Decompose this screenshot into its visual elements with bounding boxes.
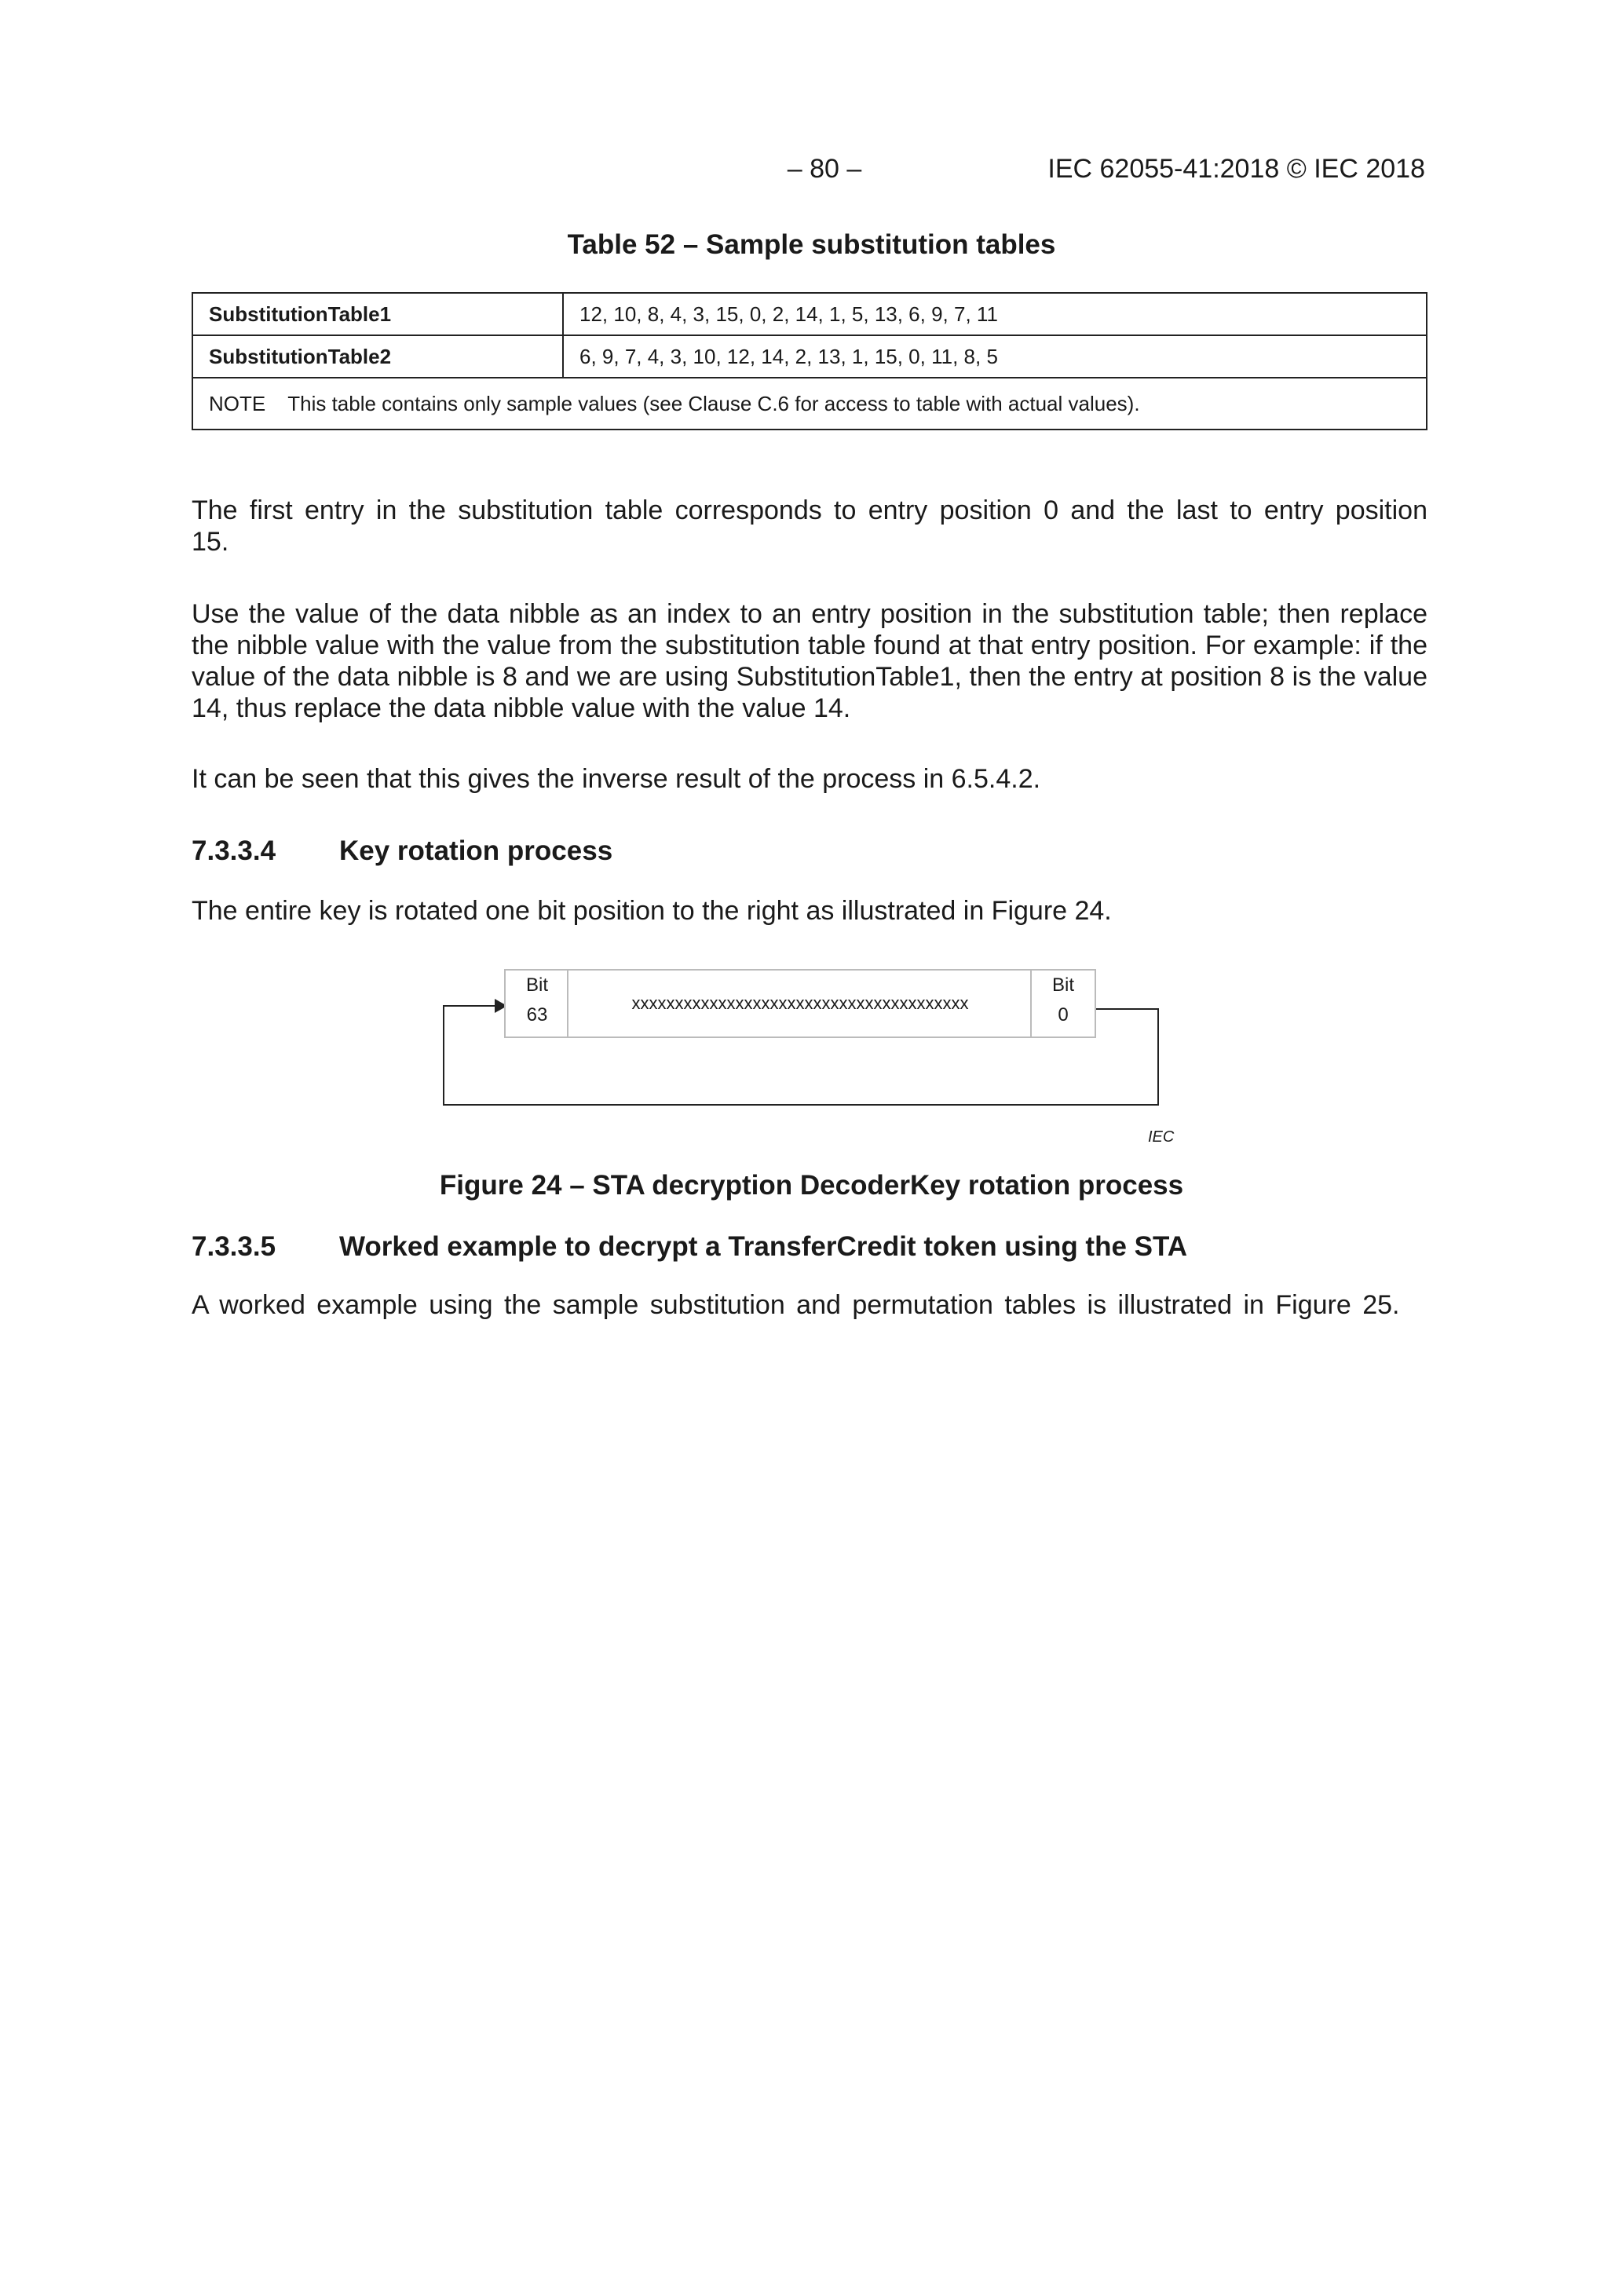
- section-heading-worked-example: [192, 1231, 1187, 1263]
- page-number: – 80 –: [787, 154, 862, 184]
- table-note-row: [192, 378, 1427, 430]
- table-row: [192, 335, 1427, 378]
- section-title: Key rotation process: [339, 835, 613, 866]
- row-values: 12, 10, 8, 4, 3, 15, 0, 2, 14, 1, 5, 13, 6, 9, 7, 11: [563, 293, 1427, 335]
- figure-caption: Figure 24 – STA decryption DecoderKey rotation process: [439, 1170, 1184, 1201]
- key-bits-text: xxxxxxxxxxxxxxxxxxxxxxxxxxxxxxxxxxxxxxx: [631, 993, 969, 1013]
- note-label: NOTE: [209, 391, 266, 415]
- bit-0-cell: [1030, 969, 1096, 1038]
- paragraph-entry-positions: The first entry in the substitution table corresponds to entry position 0 and the last to entry position 15.: [192, 495, 1427, 557]
- paragraph-key-rotation: The entire key is rotated one bit position to the right as illustrated in Figure 24.: [192, 896, 1112, 926]
- bit-63-number: 63: [526, 1004, 548, 1026]
- section-title: Worked example to decrypt a TransferCredit token using the STA: [339, 1231, 1188, 1262]
- row-values: 6, 9, 7, 4, 3, 10, 12, 14, 2, 13, 1, 15, 0, 11, 8, 5: [563, 335, 1427, 378]
- row-label: SubstitutionTable1: [192, 293, 563, 335]
- bit-0-number: 0: [1058, 1004, 1069, 1026]
- loop-wire-bottom: [443, 1104, 1159, 1106]
- row-label: SubstitutionTable2: [192, 335, 563, 378]
- note-text: This table contains only sample values (see Clause C.6 for access to table with actual values).: [287, 391, 1140, 415]
- loop-wire-right-out: [1093, 1008, 1159, 1010]
- section-heading-key-rotation: [192, 835, 612, 867]
- bit-0-label: Bit: [1051, 974, 1074, 996]
- key-bits-cell: [567, 969, 1033, 1038]
- loop-wire-right-down: [1157, 1008, 1159, 1106]
- paragraph-inverse-result: It can be seen that this gives the inverse result of the process in 6.5.4.2.: [192, 764, 1041, 794]
- table-row: [192, 293, 1427, 335]
- substitution-table: [192, 292, 1427, 430]
- loop-wire-left-in: [443, 1005, 498, 1007]
- paragraph-substitution-usage: Use the value of the data nibble as an index to an entry position in the substitution table; then replace the nibble value with the value from the substitution table found at that entry position. For example: if the value of the data nibble is 8 and we are using SubstitutionTable1, then the entry at position 8 is the value 14, thus replace the data nibble value with the value 14.: [192, 599, 1427, 723]
- iec-source-mark: IEC: [1148, 1128, 1175, 1146]
- document-reference: IEC 62055-41:2018 © IEC 2018: [1047, 154, 1425, 184]
- section-number: 7.3.3.4: [192, 835, 276, 866]
- loop-wire-left-up: [443, 1005, 444, 1106]
- table-note: [192, 378, 1427, 430]
- section-number: 7.3.3.5: [192, 1231, 276, 1262]
- bit-63-label: Bit: [525, 974, 548, 996]
- bit-63-cell: [504, 969, 570, 1038]
- paragraph-worked-example: A worked example using the sample substitution and permutation tables is illustrated in Figure 25.: [192, 1290, 1400, 1320]
- table-title: Table 52 – Sample substitution tables: [567, 229, 1056, 260]
